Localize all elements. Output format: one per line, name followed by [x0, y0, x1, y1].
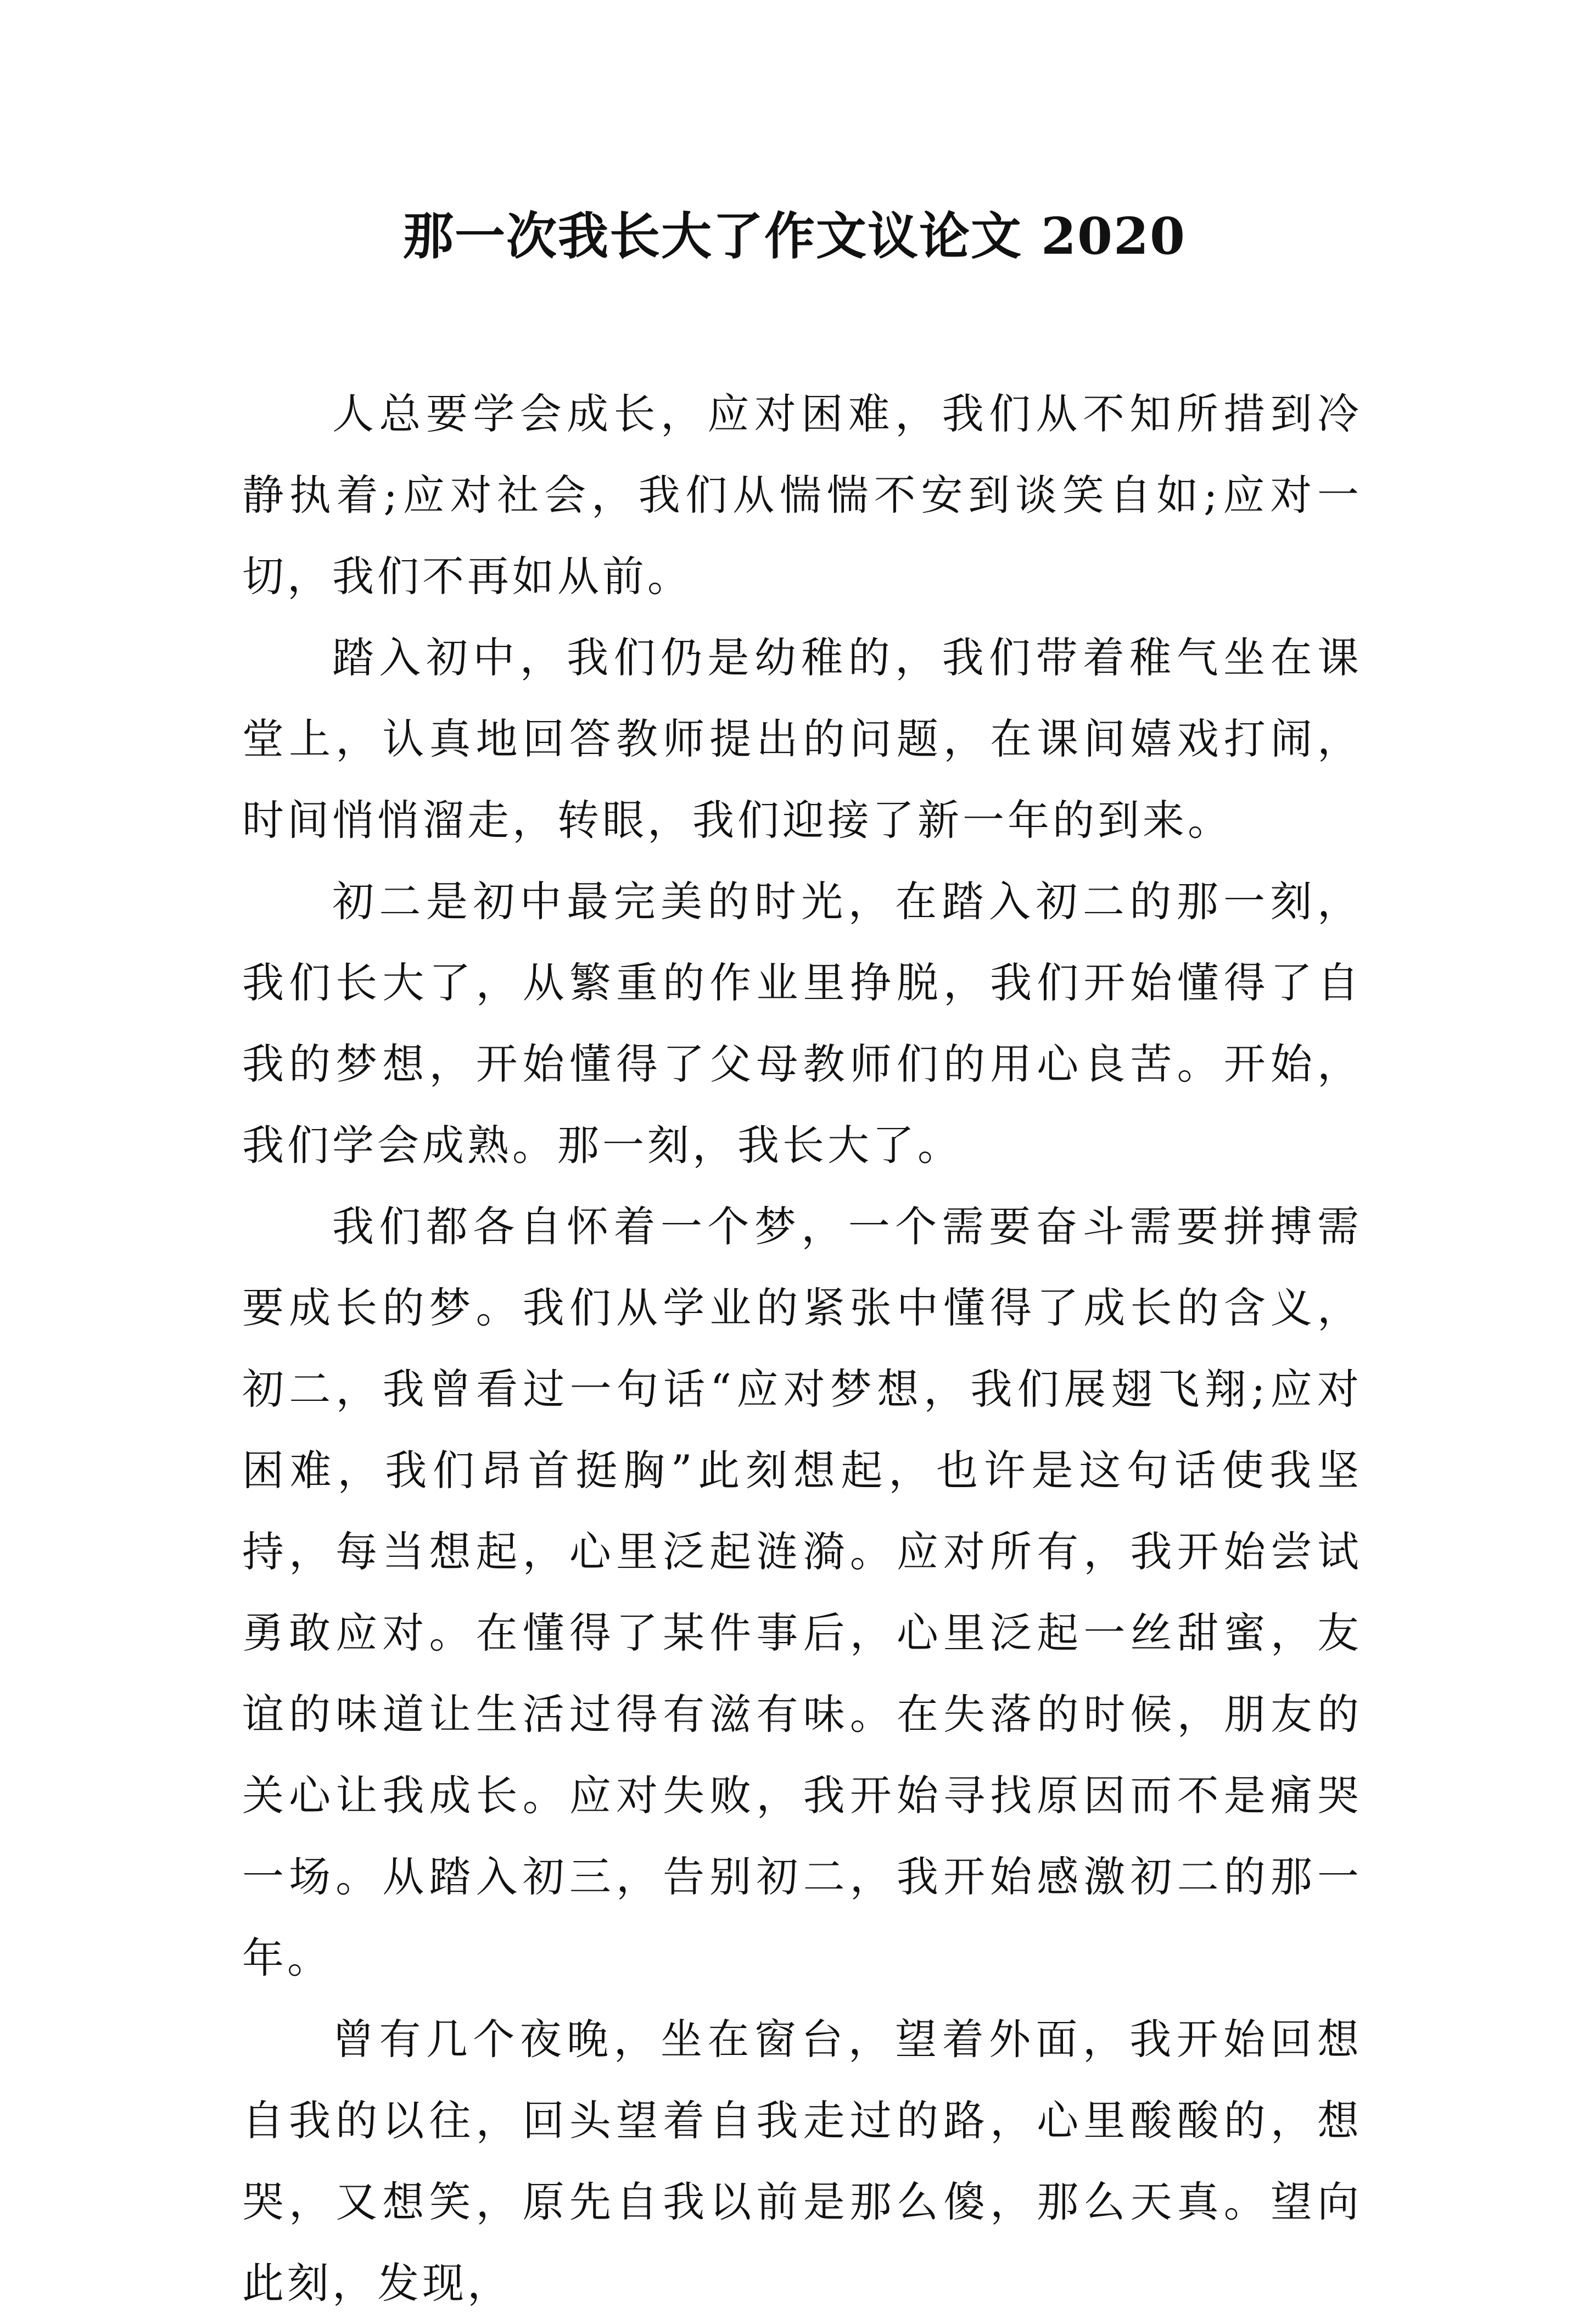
document-title: 那一次我长大了作文议论文 2020: [402, 206, 1187, 266]
paragraph-4: 我们都各自怀着一个梦，一个需要奋斗需要拼搏需要成长的梦。我们从学业的紧张中懂得了成长的含义，初二，我曾看过一句话“应对梦想，我们展翅飞翔;应对困难，我们昂首挺胸”此刻想起，也许是这句话使我坚持，每当想起，心里泛起涟漪。应对所有，我开始尝试勇敢应对。在懂得了某件事后，心里泛起一丝甜蜜，友谊的味道让生活过得有滋有味。在失落的时候，朋友的关心让我成长。应对失败，我开始寻找原因而不是痛哭一场。从踏入初三，告别初二，我开始感激初二的那一年。: [242, 1202, 1362, 1982]
paragraph-1: 人总要学会成长，应对困难，我们从不知所措到冷静执着;应对社会，我们从惴惴不安到谈笑自如;应对一切，我们不再如从前。: [242, 389, 1362, 601]
document-body: [242, 373, 1362, 2324]
paragraph-5: 曾有几个夜晚，坐在窗台，望着外面，我开始回想自我的以往，回头望着自我走过的路，心里酸酸的，想哭，又想笑，原先自我以前是那么傻，那么天真。望向此刻，发现，: [242, 2015, 1362, 2308]
paragraph-3: 初二是初中最完美的时光，在踏入初二的那一刻，我们长大了，从繁重的作业里挣脱，我们开始懂得了自我的梦想，开始懂得了父母教师们的用心良苦。开始，我们学会成熟。那一刻，我长大了。: [242, 877, 1362, 1170]
paragraph-2: 踏入初中，我们仍是幼稚的，我们带着稚气坐在课堂上，认真地回答教师提出的问题，在课间嬉戏打闹，时间悄悄溜走，转眼，我们迎接了新一年的到来。: [242, 633, 1362, 845]
